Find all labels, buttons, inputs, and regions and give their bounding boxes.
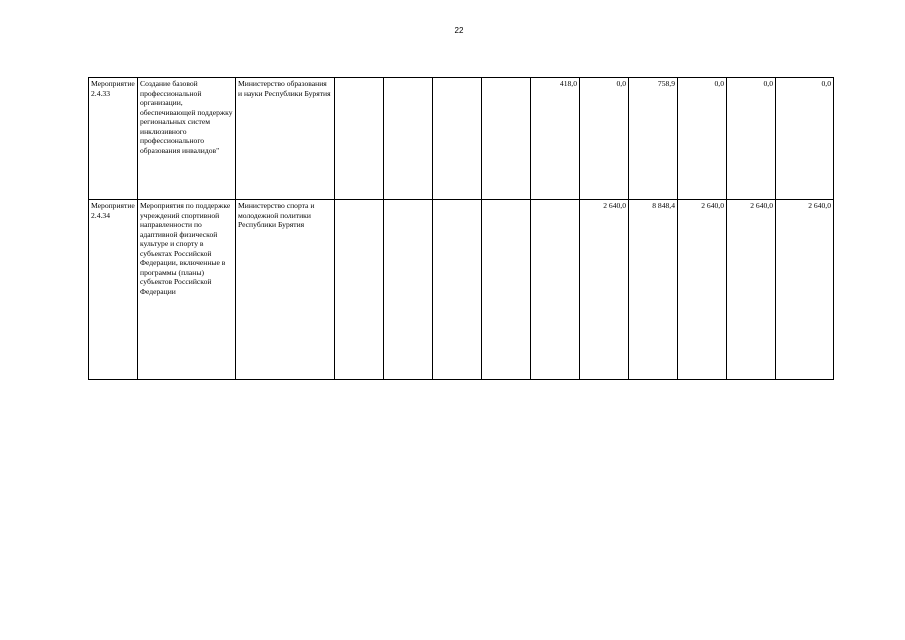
- value-cell: [531, 200, 580, 380]
- value-cell: 0,0: [776, 78, 834, 200]
- empty-cell: [433, 78, 482, 200]
- activity-code: Мероприятие 2.4.34: [89, 200, 138, 380]
- activity-code: Мероприятие 2.4.33: [89, 78, 138, 200]
- activity-executor: Министерство спорта и молодежной политики Республики Бурятия: [236, 200, 335, 380]
- activity-name: Мероприятия по поддержке учреждений спортивной направленности по адаптивной физической культуре и спорту в субъектах Российской Федерации, включенные в программы (планы) субъектов Российской Федерации: [138, 200, 236, 380]
- empty-cell: [335, 200, 384, 380]
- empty-cell: [335, 78, 384, 200]
- value-cell: 2 640,0: [580, 200, 629, 380]
- empty-cell: [433, 200, 482, 380]
- empty-cell: [384, 200, 433, 380]
- value-cell: 0,0: [580, 78, 629, 200]
- table-row: [89, 200, 834, 380]
- value-cell: 8 848,4: [629, 200, 678, 380]
- value-cell: 418,0: [531, 78, 580, 200]
- value-cell: 0,0: [727, 78, 776, 200]
- value-cell: 758,9: [629, 78, 678, 200]
- activity-executor: Министерство образования и науки Республики Бурятия: [236, 78, 335, 200]
- value-cell: 2 640,0: [776, 200, 834, 380]
- empty-cell: [482, 78, 531, 200]
- program-table: [88, 77, 834, 380]
- empty-cell: [384, 78, 433, 200]
- table-row: [89, 78, 834, 200]
- value-cell: 2 640,0: [678, 200, 727, 380]
- empty-cell: [482, 200, 531, 380]
- value-cell: 2 640,0: [727, 200, 776, 380]
- value-cell: 0,0: [678, 78, 727, 200]
- activity-name: Создание базовой профессиональной организации, обеспечивающей поддержку региональных систем инклюзивного профессионального образования инвалидов": [138, 78, 236, 200]
- page-number: 22: [454, 26, 464, 35]
